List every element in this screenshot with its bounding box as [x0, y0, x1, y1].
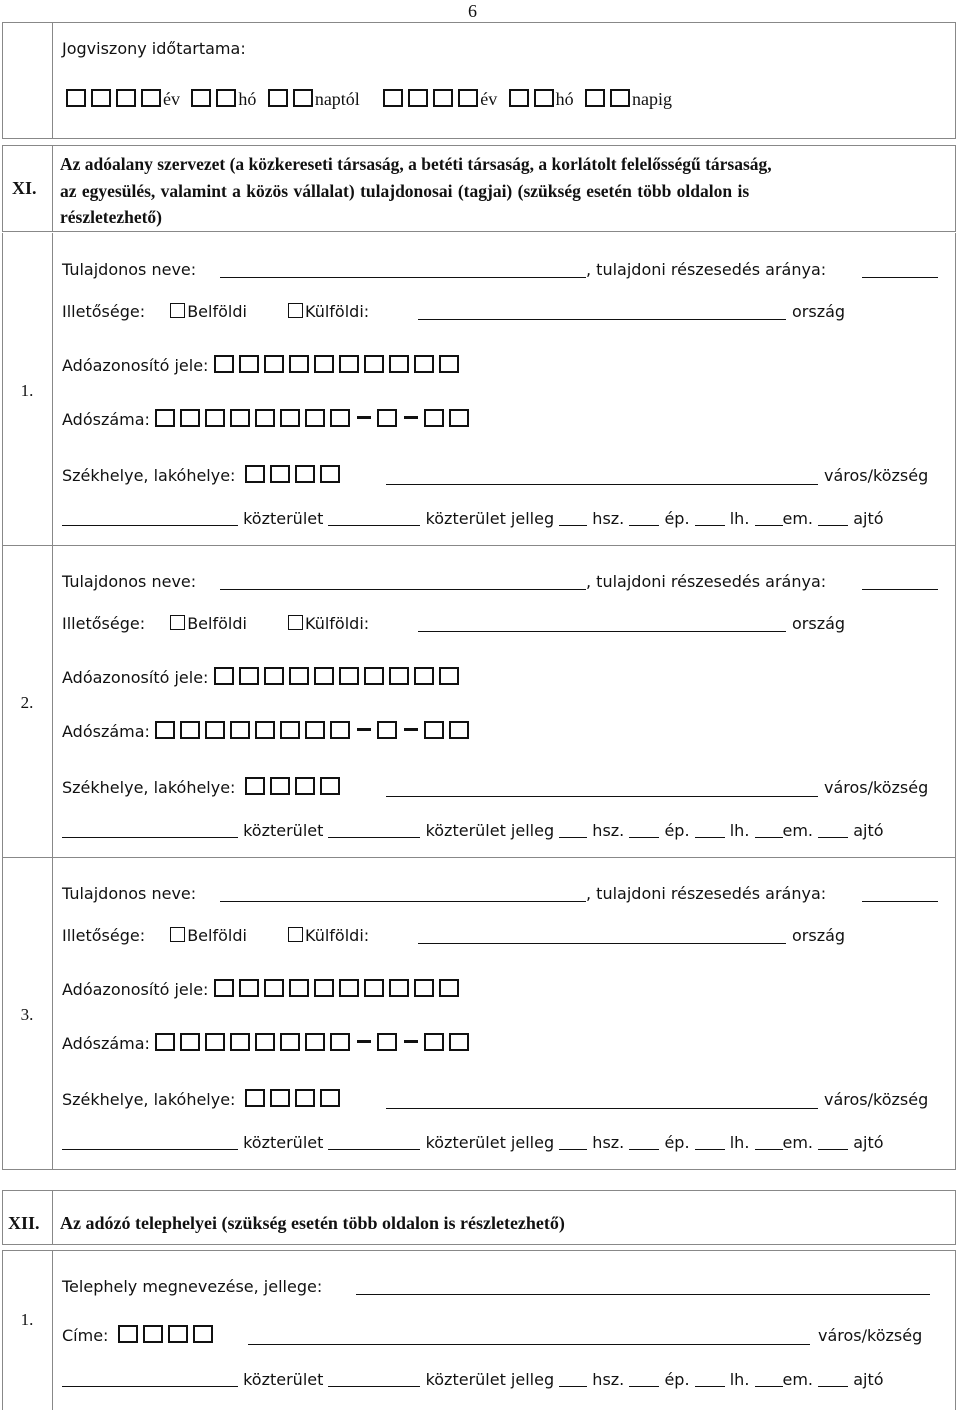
- door-field[interactable]: [818, 1131, 848, 1150]
- postal-code-box[interactable]: [245, 1089, 265, 1107]
- door-field[interactable]: [818, 1368, 848, 1387]
- tax-id-digit-box[interactable]: [239, 979, 259, 997]
- date-digit-box[interactable]: [116, 89, 136, 107]
- tax-number-digit-box[interactable]: [424, 721, 444, 739]
- building-field[interactable]: [629, 819, 659, 838]
- tax-id-digit-box[interactable]: [214, 979, 234, 997]
- tax-number-digit-box[interactable]: [230, 1033, 250, 1051]
- country-label: ország: [792, 614, 846, 633]
- owner-share-label: , tulajdoni részesedés aránya:: [586, 884, 827, 903]
- tax-number-digit-box[interactable]: [330, 1033, 350, 1051]
- date-digit-box[interactable]: [141, 89, 161, 107]
- tax-number-digit-box[interactable]: [180, 1033, 200, 1051]
- tax-id-digit-box[interactable]: [339, 667, 359, 685]
- tax-id-digit-box[interactable]: [389, 355, 409, 373]
- residence-row: Illetősége: Belföldi Külföldi:: [62, 614, 370, 633]
- city-label: város/község: [824, 778, 929, 797]
- country-label: ország: [792, 926, 846, 945]
- city-label: város/község: [824, 1090, 929, 1109]
- date-digit-box[interactable]: [293, 89, 313, 107]
- foreign-checkbox[interactable]: [288, 303, 303, 318]
- staircase-field[interactable]: [695, 507, 725, 526]
- seat-row: Székhelye, lakóhelye:: [62, 777, 345, 799]
- owner-name-label: Tulajdonos neve:: [62, 884, 197, 903]
- building-field[interactable]: [629, 507, 659, 526]
- postal-code-box[interactable]: [270, 1089, 290, 1107]
- tax-number-digit-box[interactable]: [255, 409, 275, 427]
- tax-id-digit-box[interactable]: [389, 667, 409, 685]
- owner-share-field[interactable]: [862, 259, 938, 278]
- date-digit-box[interactable]: [66, 89, 86, 107]
- tenure-label: Jogviszony időtartama:: [62, 39, 246, 58]
- site-number: 1.: [20, 1310, 34, 1329]
- owner-share-label: , tulajdoni részesedés aránya:: [586, 260, 827, 279]
- date-digit-box[interactable]: [534, 89, 554, 107]
- tax-id-digit-box[interactable]: [439, 667, 459, 685]
- dash-separator: [357, 728, 371, 731]
- residence-row: Illetősége: Belföldi Külföldi:: [62, 926, 370, 945]
- postal-code-box[interactable]: [193, 1325, 213, 1343]
- postal-code-box[interactable]: [295, 465, 315, 483]
- dash-separator: [357, 416, 371, 419]
- house-number-field[interactable]: [559, 1368, 587, 1387]
- date-digit-box[interactable]: [383, 89, 403, 107]
- country-field[interactable]: [418, 301, 786, 320]
- tax-number-digit-box[interactable]: [155, 1033, 175, 1051]
- date-digit-box[interactable]: [91, 89, 111, 107]
- tax-number-digit-box[interactable]: [305, 1033, 325, 1051]
- house-number-field[interactable]: [559, 819, 587, 838]
- page-number: 6: [468, 1, 477, 21]
- street-type-field[interactable]: [328, 1368, 420, 1387]
- section-xii-numeral: XII.: [8, 1213, 40, 1233]
- date-digit-box[interactable]: [509, 89, 529, 107]
- street-row: közterület közterület jelleg hsz. ép. lh. em. ajtó: [62, 507, 884, 530]
- tax-id-digit-box[interactable]: [289, 979, 309, 997]
- owner-name-field[interactable]: [220, 571, 586, 590]
- tax-id-digit-box[interactable]: [264, 667, 284, 685]
- tax-id-row: Adóazonosító jele:: [62, 355, 464, 377]
- domestic-checkbox[interactable]: [170, 615, 185, 630]
- tax-number-digit-box[interactable]: [449, 721, 469, 739]
- tax-id-digit-box[interactable]: [364, 667, 384, 685]
- tax-number-digit-box[interactable]: [377, 409, 397, 427]
- owner-share-label: , tulajdoni részesedés aránya:: [586, 572, 827, 591]
- tax-number-digit-box[interactable]: [255, 1033, 275, 1051]
- tax-number-digit-box[interactable]: [205, 409, 225, 427]
- tax-id-digit-box[interactable]: [339, 355, 359, 373]
- city-field[interactable]: [386, 778, 818, 797]
- tax-id-digit-box[interactable]: [314, 979, 334, 997]
- tax-id-digit-box[interactable]: [214, 667, 234, 685]
- tax-id-digit-box[interactable]: [364, 355, 384, 373]
- tax-id-digit-box[interactable]: [289, 355, 309, 373]
- tax-number-digit-box[interactable]: [155, 409, 175, 427]
- date-digit-box[interactable]: [585, 89, 605, 107]
- section-xi-title: részletezhető): [60, 207, 163, 227]
- foreign-checkbox[interactable]: [288, 927, 303, 942]
- street-field[interactable]: [62, 507, 238, 526]
- tax-number-digit-box[interactable]: [230, 409, 250, 427]
- date-digit-box[interactable]: [408, 89, 428, 107]
- house-number-field[interactable]: [559, 1131, 587, 1150]
- postal-code-box[interactable]: [295, 777, 315, 795]
- tax-number-digit-box[interactable]: [180, 409, 200, 427]
- street-row: közterület közterület jelleg hsz. ép. lh. em. ajtó: [62, 1131, 884, 1154]
- date-digit-box[interactable]: [433, 89, 453, 107]
- owner-share-field[interactable]: [862, 571, 938, 590]
- tax-number-digit-box[interactable]: [330, 721, 350, 739]
- tax-number-digit-box[interactable]: [280, 721, 300, 739]
- street-field[interactable]: [62, 1131, 238, 1150]
- date-digit-box[interactable]: [458, 89, 478, 107]
- site-city-field[interactable]: [248, 1326, 810, 1345]
- floor-field[interactable]: [755, 1131, 783, 1150]
- door-field[interactable]: [818, 819, 848, 838]
- tax-id-digit-box[interactable]: [264, 979, 284, 997]
- owner-name-field[interactable]: [220, 259, 586, 278]
- country-field[interactable]: [418, 613, 786, 632]
- section-xii-title: Az adózó telephelyei (szükség esetén több oldalon is részletezhető): [60, 1213, 565, 1233]
- city-field[interactable]: [386, 466, 818, 485]
- house-number-field[interactable]: [559, 507, 587, 526]
- owner-name-field[interactable]: [220, 883, 586, 902]
- seat-row: Székhelye, lakóhelye:: [62, 465, 345, 487]
- site-name-label: Telephely megnevezése, jellege:: [62, 1277, 323, 1296]
- floor-field[interactable]: [755, 507, 783, 526]
- city-label: város/község: [824, 466, 929, 485]
- street-field[interactable]: [62, 819, 238, 838]
- street-type-field[interactable]: [328, 507, 420, 526]
- tax-id-digit-box[interactable]: [389, 979, 409, 997]
- street-field[interactable]: [62, 1368, 238, 1387]
- tax-number-digit-box[interactable]: [180, 721, 200, 739]
- tax-number-row: Adószáma:: [62, 721, 474, 743]
- tax-number-digit-box[interactable]: [377, 721, 397, 739]
- date-digit-box[interactable]: [610, 89, 630, 107]
- tax-id-digit-box[interactable]: [314, 667, 334, 685]
- dash-separator: [404, 728, 418, 731]
- postal-code-box[interactable]: [320, 1089, 340, 1107]
- tax-id-digit-box[interactable]: [239, 355, 259, 373]
- staircase-field[interactable]: [695, 819, 725, 838]
- country-label: ország: [792, 302, 846, 321]
- tax-id-digit-box[interactable]: [364, 979, 384, 997]
- tax-number-digit-box[interactable]: [424, 409, 444, 427]
- tax-number-digit-box[interactable]: [449, 1033, 469, 1051]
- tax-id-digit-box[interactable]: [439, 355, 459, 373]
- tax-number-digit-box[interactable]: [449, 409, 469, 427]
- building-field[interactable]: [629, 1368, 659, 1387]
- owner-share-field[interactable]: [862, 883, 938, 902]
- city-field[interactable]: [386, 1090, 818, 1109]
- tax-id-digit-box[interactable]: [214, 355, 234, 373]
- country-field[interactable]: [418, 925, 786, 944]
- staircase-field[interactable]: [695, 1131, 725, 1150]
- floor-field[interactable]: [755, 819, 783, 838]
- section-xi-numeral: XI.: [12, 178, 37, 198]
- date-digit-box[interactable]: [191, 89, 211, 107]
- tax-number-row: Adószáma:: [62, 409, 474, 431]
- tax-number-digit-box[interactable]: [155, 721, 175, 739]
- foreign-checkbox[interactable]: [288, 615, 303, 630]
- tax-id-digit-box[interactable]: [439, 979, 459, 997]
- domestic-checkbox[interactable]: [170, 927, 185, 942]
- postal-code-box[interactable]: [245, 777, 265, 795]
- postal-code-box[interactable]: [168, 1325, 188, 1343]
- staircase-field[interactable]: [695, 1368, 725, 1387]
- tax-number-digit-box[interactable]: [377, 1033, 397, 1051]
- tax-id-digit-box[interactable]: [314, 355, 334, 373]
- tax-number-digit-box[interactable]: [305, 721, 325, 739]
- postal-code-box[interactable]: [320, 777, 340, 795]
- tax-number-digit-box[interactable]: [205, 721, 225, 739]
- street-type-field[interactable]: [328, 819, 420, 838]
- tax-number-digit-box[interactable]: [230, 721, 250, 739]
- tax-id-digit-box[interactable]: [339, 979, 359, 997]
- tax-number-row: Adószáma:: [62, 1033, 474, 1055]
- site-city-label: város/község: [818, 1326, 923, 1345]
- tax-number-digit-box[interactable]: [424, 1033, 444, 1051]
- tax-number-digit-box[interactable]: [330, 409, 350, 427]
- postal-code-box[interactable]: [143, 1325, 163, 1343]
- tax-id-digit-box[interactable]: [239, 667, 259, 685]
- postal-code-box[interactable]: [118, 1325, 138, 1343]
- tax-id-row: Adóazonosító jele:: [62, 667, 464, 689]
- tax-id-digit-box[interactable]: [414, 979, 434, 997]
- date-digit-box[interactable]: [216, 89, 236, 107]
- street-type-field[interactable]: [328, 1131, 420, 1150]
- dash-separator: [357, 1040, 371, 1043]
- tax-number-digit-box[interactable]: [255, 721, 275, 739]
- door-field[interactable]: [818, 507, 848, 526]
- tax-number-digit-box[interactable]: [305, 409, 325, 427]
- building-field[interactable]: [629, 1131, 659, 1150]
- owner-number: 1.: [20, 381, 34, 400]
- owner-name-label: Tulajdonos neve:: [62, 260, 197, 279]
- postal-code-box[interactable]: [270, 465, 290, 483]
- section-xi-title: az egyesülés, valamint a közös vállalat) tulajdonosai (tagjai) (szükség esetén több oldalon is: [60, 181, 750, 201]
- tax-id-digit-box[interactable]: [414, 667, 434, 685]
- floor-field[interactable]: [755, 1368, 783, 1387]
- seat-row: Székhelye, lakóhelye:: [62, 1089, 345, 1111]
- postal-code-box[interactable]: [295, 1089, 315, 1107]
- tenure-dates: év hó naptól év hó napig: [66, 88, 672, 111]
- owner-name-label: Tulajdonos neve:: [62, 572, 197, 591]
- owner-number: 3.: [20, 1005, 34, 1024]
- street-row: közterület közterület jelleg hsz. ép. lh. em. ajtó: [62, 819, 884, 842]
- postal-code-box[interactable]: [270, 777, 290, 795]
- section-xi-title: Az adóalany szervezet (a közkereseti társaság, a betéti társaság, a korlátolt felelősségű társaság,: [60, 154, 772, 174]
- tax-number-digit-box[interactable]: [280, 409, 300, 427]
- owner-number: 2.: [20, 693, 34, 712]
- tax-id-row: Adóazonosító jele:: [62, 979, 464, 1001]
- dash-separator: [404, 1040, 418, 1043]
- dash-separator: [404, 416, 418, 419]
- site-address-row: Címe:: [62, 1325, 218, 1347]
- site-name-field[interactable]: [356, 1276, 930, 1295]
- tax-number-digit-box[interactable]: [280, 1033, 300, 1051]
- date-digit-box[interactable]: [268, 89, 288, 107]
- postal-code-box[interactable]: [245, 465, 265, 483]
- tax-id-digit-box[interactable]: [264, 355, 284, 373]
- domestic-checkbox[interactable]: [170, 303, 185, 318]
- residence-row: Illetősége: Belföldi Külföldi:: [62, 302, 370, 321]
- tax-number-digit-box[interactable]: [205, 1033, 225, 1051]
- postal-code-box[interactable]: [320, 465, 340, 483]
- tax-id-digit-box[interactable]: [414, 355, 434, 373]
- tax-id-digit-box[interactable]: [289, 667, 309, 685]
- site-street-row: közterület közterület jelleg hsz. ép. lh. em. ajtó: [62, 1368, 884, 1391]
